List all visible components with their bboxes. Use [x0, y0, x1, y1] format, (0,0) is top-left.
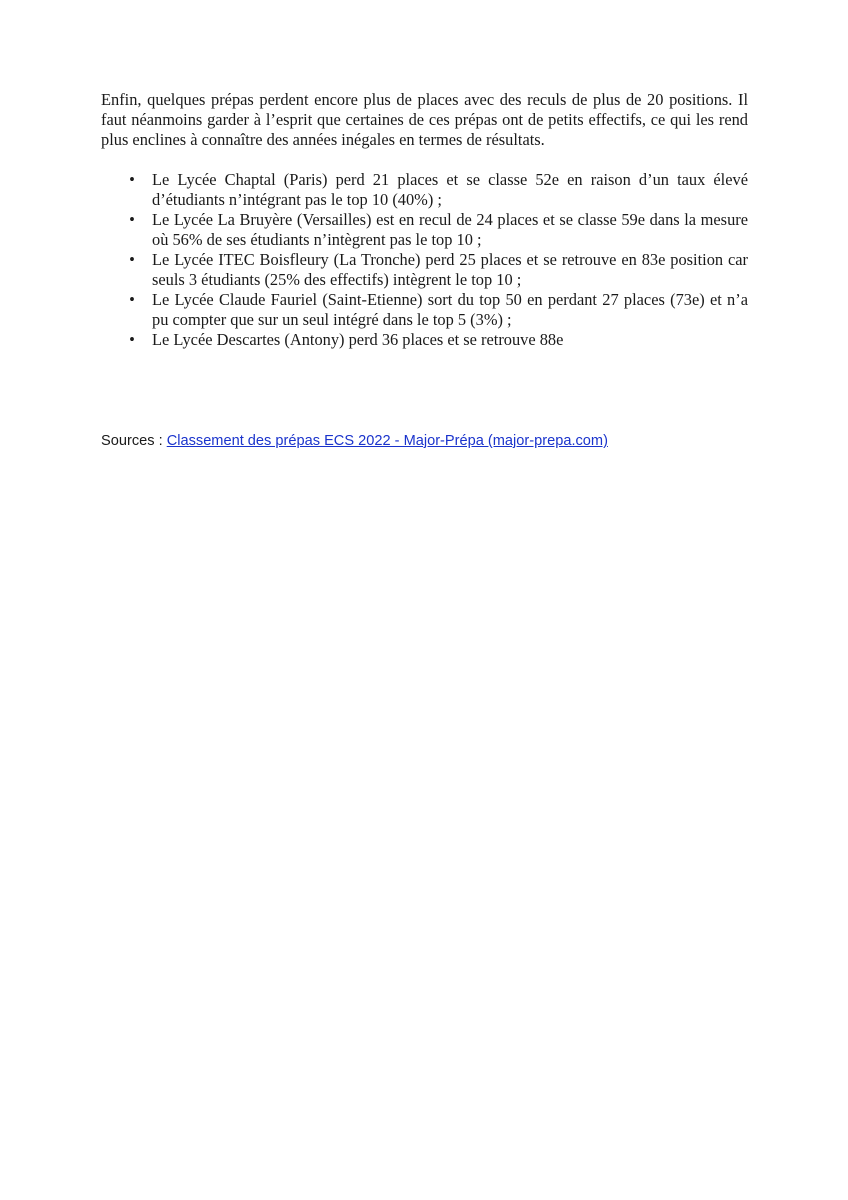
list-item-text: Le Lycée ITEC Boisfleury (La Tronche) perd 25 places et se retrouve en 83e position car seuls 3 étudiants (25% des effectifs) intègrent le top 10 ;	[152, 250, 748, 289]
bullet-icon: •	[129, 290, 135, 309]
bullet-icon: •	[129, 250, 135, 269]
sources-line	[101, 431, 608, 451]
bullet-list	[101, 170, 748, 350]
bullet-icon: •	[129, 330, 135, 349]
list-item	[101, 330, 748, 350]
list-item	[101, 250, 748, 290]
list-item-text: Le Lycée Chaptal (Paris) perd 21 places et se classe 52e en raison d’un taux élevé d’étudiants n’intégrant pas le top 10 (40%) ;	[152, 170, 748, 209]
list-item	[101, 170, 748, 210]
list-item-text: Le Lycée La Bruyère (Versailles) est en recul de 24 places et se classe 59e dans la mesure où 56% de ses étudiants n’intègrent pas le top 10 ;	[152, 210, 748, 249]
bullet-icon: •	[129, 210, 135, 229]
document-body	[101, 90, 748, 350]
list-item	[101, 290, 748, 330]
bullet-icon: •	[129, 170, 135, 189]
sources-link[interactable]: Classement des prépas ECS 2022 - Major-Prépa (major-prepa.com)	[166, 433, 608, 449]
intro-paragraph: Enfin, quelques prépas perdent encore plus de places avec des reculs de plus de 20 positions. Il faut néanmoins garder à l’esprit que certaines de ces prépas ont de petits effectifs, ce qui les rend plus enclines à connaître des années inégales en termes de résultats.	[101, 90, 748, 149]
list-item-text: Le Lycée Claude Fauriel (Saint-Etienne) sort du top 50 en perdant 27 places (73e) et n’a pu compter que sur un seul intégré dans le top 5 (3%) ;	[152, 290, 748, 329]
sources-label: Sources :	[101, 433, 167, 449]
list-item	[101, 210, 748, 250]
list-item-text: Le Lycée Descartes (Antony) perd 36 places et se retrouve 88e	[152, 330, 564, 349]
